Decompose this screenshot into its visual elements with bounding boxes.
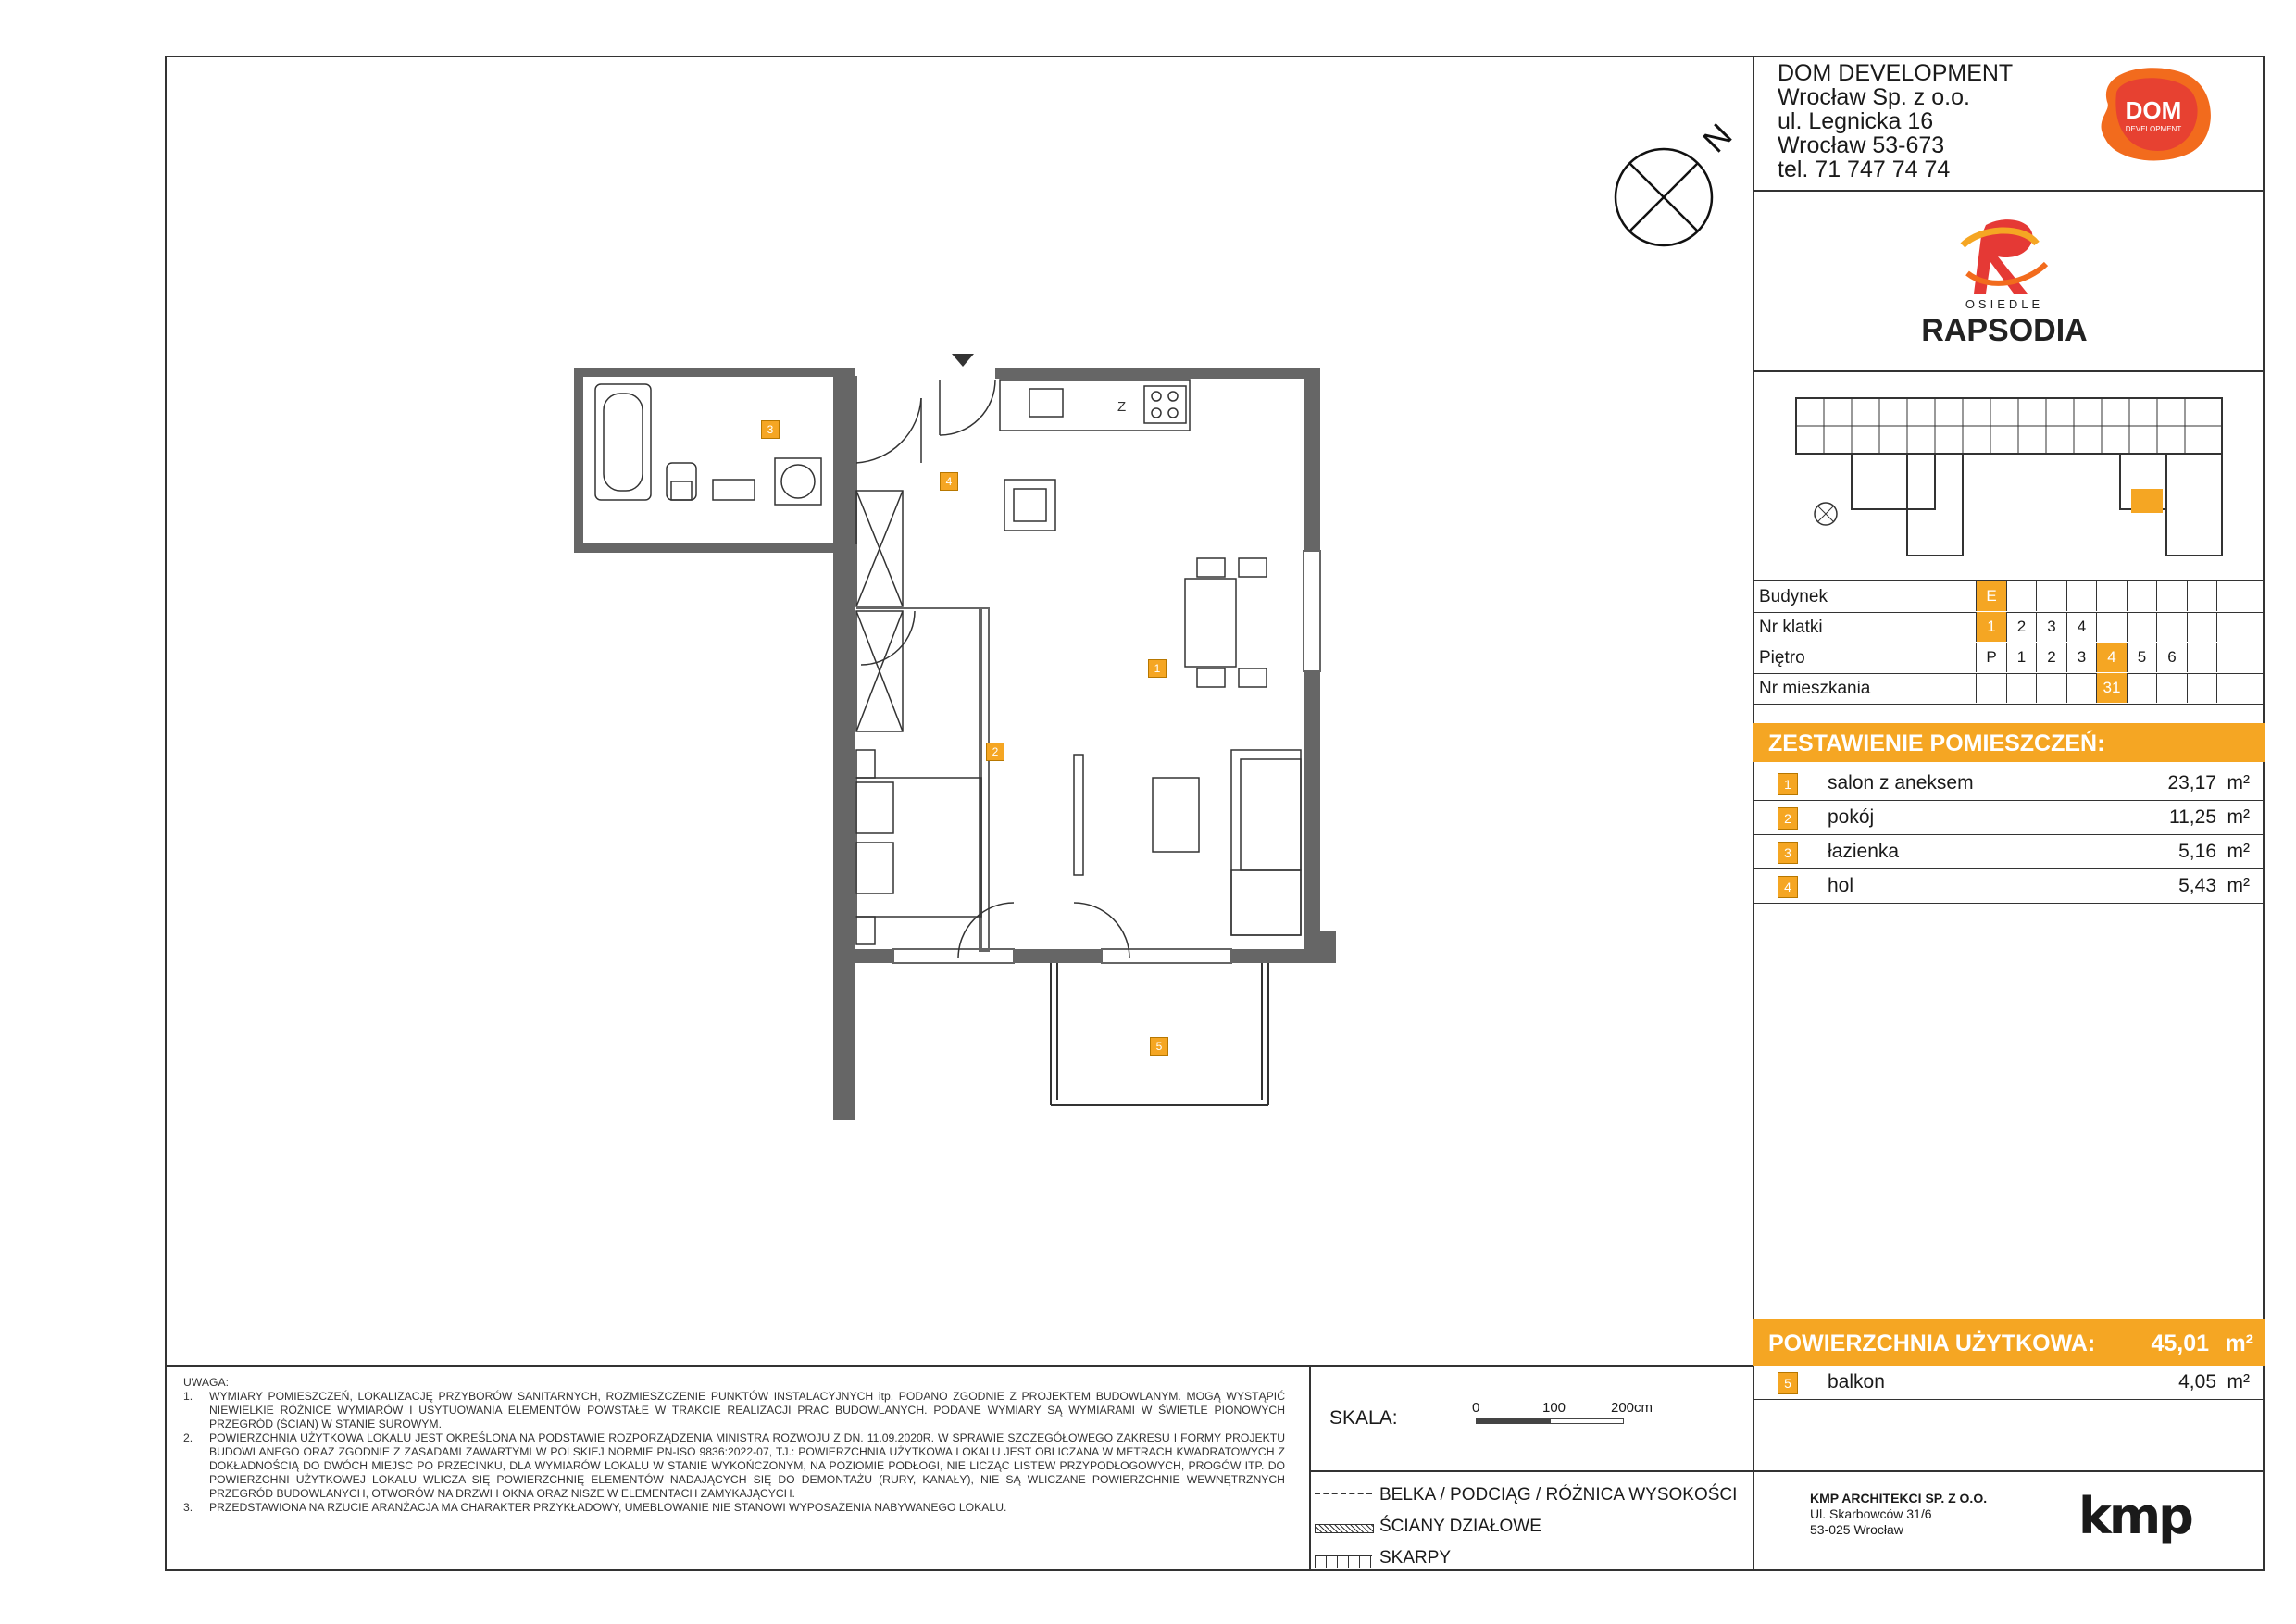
company-name: DOM DEVELOPMENT	[1778, 60, 2014, 86]
selector-cell	[2127, 581, 2157, 611]
room-num: 2	[1778, 807, 1798, 830]
scale-tick-200: 200cm	[1611, 1400, 1653, 1416]
selector-cell	[2187, 643, 2217, 672]
selector-row-label: Budynek	[1759, 587, 1828, 606]
selector-cell	[1976, 673, 2006, 703]
selector-cell: 2	[2036, 643, 2066, 672]
rooms-header-label: ZESTAWIENIE POMIESZCZEŃ:	[1768, 731, 2105, 756]
room-row	[1753, 869, 2265, 904]
north-letter: N	[1695, 116, 1740, 160]
notes-block	[183, 1376, 1285, 1515]
scale-label: SKALA:	[1329, 1407, 1398, 1429]
company-address	[1778, 61, 2013, 181]
architect-info	[1810, 1491, 1987, 1538]
selector-cell	[2096, 581, 2127, 611]
selector-cell: P	[1976, 643, 2006, 672]
divider	[1309, 1365, 1311, 1571]
selector-row	[1753, 581, 2265, 613]
note-text: PRZEDSTAWIONA NA RZUCIE ARANŻACJA MA CHARAKTER PRZYKŁADOWY, UMEBLOWANIE NIE STANOWI WYPOSAŻENIA NABYWANEGO LOKALU.	[209, 1501, 1007, 1514]
selector-cell	[2216, 612, 2247, 642]
selector-cell	[2036, 581, 2066, 611]
dom-development-logo	[2089, 65, 2218, 167]
selector-cell	[2096, 612, 2127, 642]
room-unit: m²	[2227, 772, 2250, 793]
selector-cell	[2216, 581, 2247, 611]
room-row	[1753, 801, 2265, 835]
total-area-bar	[1753, 1319, 2265, 1366]
notes-title: UWAGA:	[183, 1376, 229, 1389]
room-label-4: 4	[940, 472, 958, 491]
company-phone: tel. 71 747 74 74	[1778, 156, 1951, 182]
note-number: 2.	[183, 1431, 193, 1444]
selector-cell	[2127, 673, 2157, 703]
architect-address1: Ul. Skarbowców 31/6	[1810, 1506, 1932, 1521]
legend-label: ŚCIANY DZIAŁOWE	[1379, 1517, 1541, 1536]
total-area-unit: m²	[2225, 1330, 2253, 1356]
note-item	[183, 1431, 1285, 1501]
room-unit: m²	[2227, 841, 2250, 862]
legend-label: BELKA / PODCIĄG / RÓŻNICA WYSOKOŚCI	[1379, 1485, 1738, 1505]
company-line: Wrocław Sp. z o.o.	[1778, 84, 1970, 110]
fridge-mark: Z	[1117, 399, 1127, 415]
note-number: 3.	[183, 1501, 193, 1514]
company-city: Wrocław 53-673	[1778, 132, 1945, 158]
room-area: 5,16	[2178, 841, 2216, 862]
rooms-header	[1753, 723, 2265, 762]
key-plan	[1768, 389, 2259, 565]
scale-tick-100: 100	[1542, 1400, 1566, 1416]
room-num: 4	[1778, 876, 1798, 898]
selector-cell	[2187, 673, 2217, 703]
selector-cell	[2036, 673, 2066, 703]
selector-cell: 6	[2156, 643, 2187, 672]
project-label-big: RAPSODIA	[1921, 313, 2088, 348]
legend-symbol-dashed	[1315, 1493, 1372, 1494]
balcony-unit: m²	[2227, 1371, 2250, 1393]
architect-name: KMP ARCHITEKCI SP. Z O.O.	[1810, 1491, 1988, 1505]
kmp-logo: kmp	[2078, 1487, 2191, 1545]
note-item	[183, 1501, 1285, 1515]
north-compass	[1606, 111, 1745, 259]
balcony-row	[1753, 1366, 2265, 1400]
selector-cell	[2216, 673, 2247, 703]
room-area: 11,25	[2169, 806, 2216, 828]
room-area: 5,43	[2178, 875, 2216, 896]
selector-row	[1753, 673, 2265, 705]
room-num: 1	[1778, 773, 1798, 795]
selector-row	[1753, 612, 2265, 643]
room-area: 23,17	[2167, 772, 2216, 793]
scale-bar	[1472, 1400, 1657, 1428]
divider	[1753, 370, 2265, 372]
legend-symbol-ticks	[1315, 1555, 1372, 1568]
selector-cell: 4	[2096, 643, 2127, 672]
legend-symbol-hatched	[1315, 1524, 1374, 1533]
room-name: salon z aneksem	[1828, 772, 1974, 793]
selector-cell: E	[1976, 581, 2006, 611]
legend-label: SKARPY	[1379, 1548, 1452, 1568]
room-name: hol	[1828, 875, 1854, 896]
balcony-num: 5	[1778, 1372, 1798, 1394]
architect-address2: 53-025 Wrocław	[1810, 1522, 1903, 1537]
divider	[165, 1365, 1753, 1367]
selector-cell	[2156, 612, 2187, 642]
room-label-1: 1	[1148, 659, 1167, 678]
selector-row-label: Nr klatki	[1759, 618, 1823, 637]
logo-main: DOM	[2125, 96, 2182, 124]
company-street: ul. Legnicka 16	[1778, 108, 1934, 134]
scale-tick-0: 0	[1472, 1400, 1480, 1416]
selector-cell	[2006, 673, 2037, 703]
selector-cell	[2006, 581, 2037, 611]
selector-cell	[2156, 581, 2187, 611]
room-unit: m²	[2227, 806, 2250, 828]
selector-cell	[2187, 581, 2217, 611]
note-number: 1.	[183, 1390, 193, 1403]
selector-cell: 2	[2006, 612, 2037, 642]
selector-cell: 31	[2096, 673, 2127, 703]
selector-cell	[2127, 612, 2157, 642]
balcony-area: 4,05	[2178, 1371, 2216, 1393]
selector-row	[1753, 643, 2265, 674]
room-num: 3	[1778, 842, 1798, 864]
selector-cell	[2156, 673, 2187, 703]
room-label-5: 5	[1150, 1037, 1168, 1056]
total-area-value: 45,01	[2151, 1330, 2209, 1356]
note-text: WYMIARY POMIESZCZEŃ, LOKALIZACJĘ PRZYBORÓW SANITARNYCH, ROZMIESZCZENIE PUNKTÓW INSTALACYJNYCH itp. PODANO ZGODNIE Z PROJEKTEM BUDOWLANYM. MOGĄ WYSTĄPIĆ NIEWIELKIE RÓŻNICE WYMIARÓW I USYTUOWANIA ELEMENTÓW POWSTAŁE W TRAKCIE REALIZACJI PRAC BUDOWLANYCH. PODANE WYMIARY SĄ WYMIARAMI W ŚWIETLE PIONOWYCH PRZEGRÓD (ŚCIAN) W STANIE SUROWYM.	[209, 1390, 1285, 1430]
balcony-name: balkon	[1828, 1371, 1885, 1393]
selector-cell: 3	[2036, 612, 2066, 642]
selector-row-label: Piętro	[1759, 648, 1805, 668]
selector-cell: 3	[2066, 643, 2097, 672]
note-item	[183, 1390, 1285, 1431]
selector-cell	[2216, 643, 2247, 672]
room-label-3: 3	[761, 420, 780, 439]
room-name: łazienka	[1828, 841, 1900, 862]
divider	[1753, 1470, 2265, 1472]
room-row	[1753, 767, 2265, 801]
apartment-highlight	[2131, 489, 2163, 513]
room-label-2: 2	[986, 743, 1004, 761]
logo-sub: DEVELOPMENT	[2125, 125, 2182, 133]
total-area-label: POWIERZCHNIA UŻYTKOWA:	[1768, 1330, 2096, 1356]
divider	[1753, 190, 2265, 192]
selector-cell: 5	[2127, 643, 2157, 672]
selector-row-label: Nr mieszkania	[1759, 679, 1871, 698]
project-label-small: OSIEDLE	[1965, 297, 2044, 311]
note-text: POWIERZCHNIA UŻYTKOWA LOKALU JEST OKREŚLONA NA PODSTAWIE ROZPORZĄDZENIA MINISTRA ROZWOJU Z DN. 11.09.2020R. W SPRAWIE SZCZEGÓŁOWEGO ZAKRESU I FORMY PROJEKTU BUDOWLANEGO ORAZ ZGODNIE Z ZASADAMI ZAWARTYMI W POLSKIEJ NORMIE PN-ISO 9836:2022-07, TJ.: POWIERZCHNIA UŻYTKOWA LOKALU JEST OBLICZANA W METRACH KWADRATOWYCH Z DOKŁADNOŚCIĄ DO DWÓCH MIEJSC PO PRZECINKU, DLA WYMIARÓW LOKALU W STANIE WYKOŃCZONYM, NA POZIOMIE PODŁOGI, NIE LICZĄC LISTEW PRZYPODŁOGOWYCH, PROGÓW ITP. DO POWIERZCHNI UŻYTKOWEJ LOKALU WLICZA SIĘ POWIERZCHNIĘ ELEMENTÓW NADAJĄCYCH SIĘ DO DEMONTAŻU (RURY, KANAŁY), NIE SĄ WLICZANE POWIERZCHNIE WEWNĘTRZNYCH PRZEGRÓD BUDOWLANYCH, OTWORÓW NA DRZWI I OKNA ORAZ NISZE W ELEMENTACH ZAMYKAJĄCYCH.	[209, 1431, 1285, 1500]
floor-plan	[555, 343, 1352, 1120]
selector-cell: 1	[1976, 612, 2006, 642]
room-row	[1753, 835, 2265, 869]
selector-cell	[2066, 673, 2097, 703]
room-name: pokój	[1828, 806, 1875, 828]
selector-cell	[2066, 581, 2097, 611]
rapsodia-logo	[1898, 208, 2111, 361]
selector-cell: 4	[2066, 612, 2097, 642]
divider	[1309, 1470, 1753, 1472]
selector-cell: 1	[2006, 643, 2037, 672]
room-unit: m²	[2227, 875, 2250, 896]
selector-cell	[2187, 612, 2217, 642]
